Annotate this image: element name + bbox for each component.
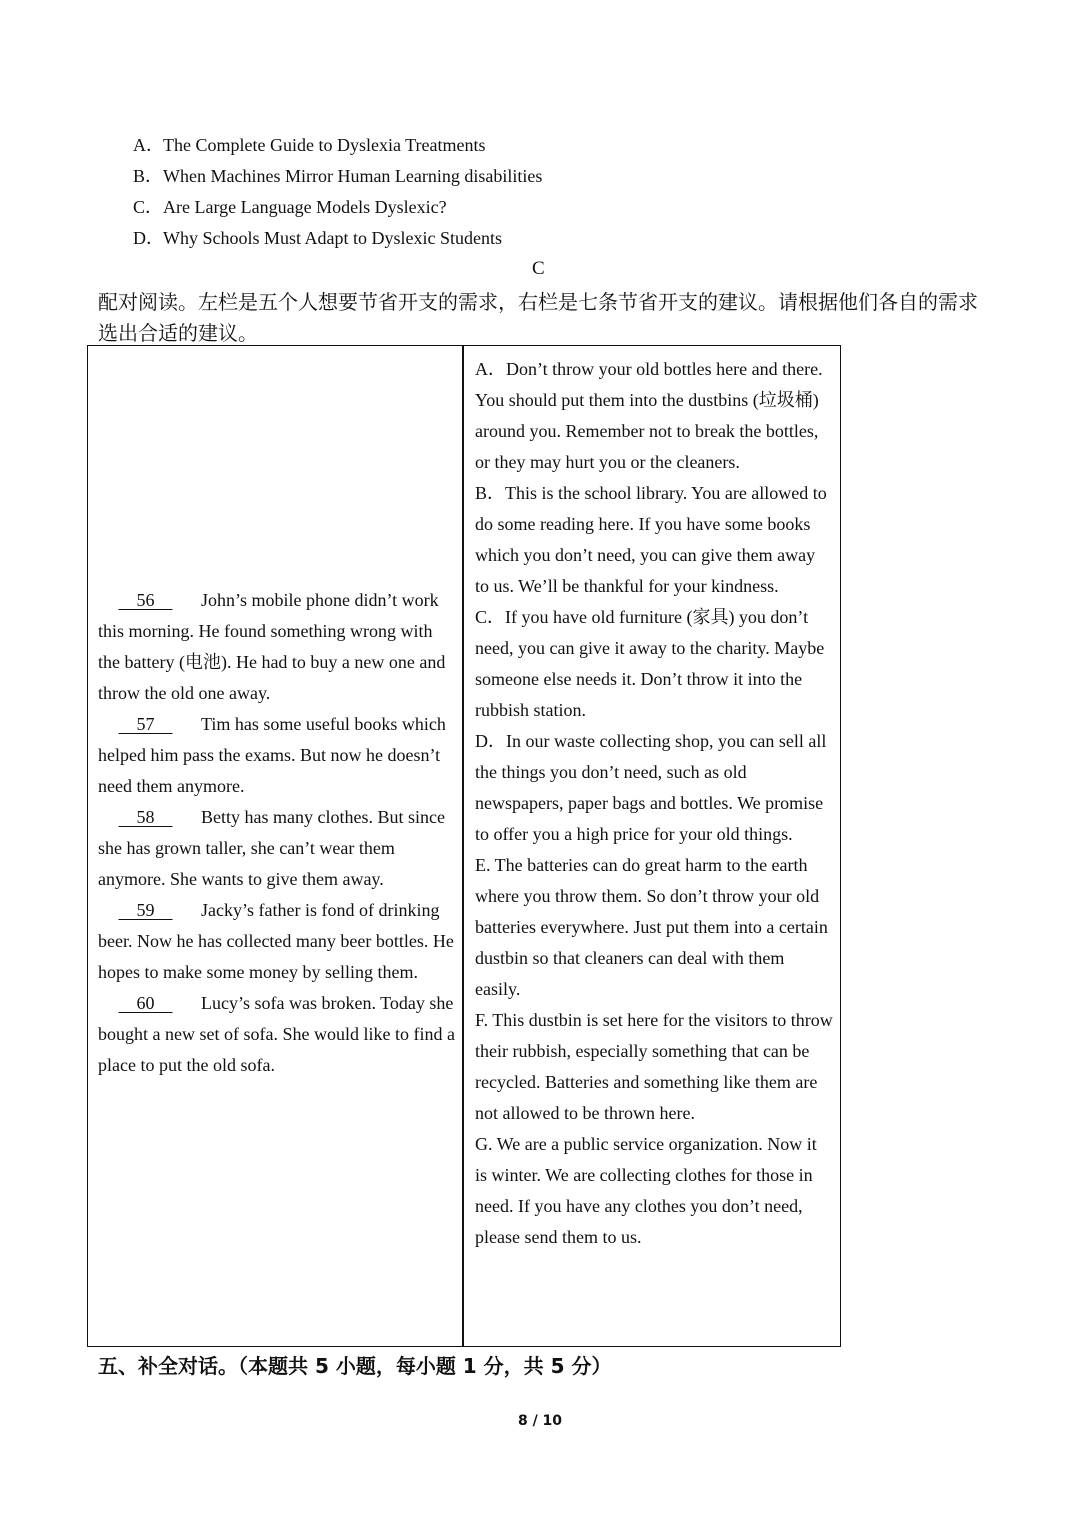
- section-c-instructions: 配对阅读。左栏是五个人想要节省开支的需求，右栏是七条节省开支的建议。请根据他们各自的需求选出合适的建议。: [98, 290, 978, 345]
- option-letter: C．: [133, 197, 164, 217]
- question-text: Betty has many clothes. But since she has grown taller, she can’t wear them anymore. She wants to give them away.: [98, 807, 445, 889]
- suggestion-a: A．Don’t throw your old bottles here and there. You should put them into the dustbins (垃圾桶) around you. Remember not to break the bottles, or they may hurt you or the cleaners.: [475, 359, 823, 472]
- option-letter: D．: [133, 228, 164, 248]
- question-57: [98, 709, 458, 802]
- question-text: John’s mobile phone didn’t work this morning. He found something wrong with the battery (电池). He had to buy a new one and throw the old one away.: [98, 590, 446, 703]
- suggestion-g: G. We are a public service organization. Now it is winter. We are collecting clothes for those in need. If you have any clothes you don’t need, please send them to us.: [475, 1134, 817, 1247]
- answer-blank[interactable]: 57: [136, 714, 155, 734]
- option-letter: B．: [133, 166, 164, 186]
- question-59: [98, 895, 458, 988]
- suggestion-c: C．If you have old furniture (家具) you don’t need, you can give it away to the charity. Maybe someone else needs it. Don’t throw it into the rubbish station.: [475, 607, 825, 720]
- option-letter: A．: [133, 135, 164, 155]
- page-number: 8 / 10: [517, 1413, 563, 1429]
- section-c-heading: C: [532, 258, 545, 279]
- answer-blank[interactable]: 56: [136, 590, 155, 610]
- suggestions-column: [475, 354, 833, 1253]
- suggestion-b: B．This is the school library. You are allowed to do some reading here. If you have some books which you don’t need, you can give them away to us. We’ll be thankful for your kindness.: [475, 483, 827, 596]
- option-text: Why Schools Must Adapt to Dyslexic Students: [163, 228, 502, 248]
- suggestion-d: D．In our waste collecting shop, you can sell all the things you don’t need, such as old newspapers, paper bags and bottles. We promise to offer you a high price for your old things.: [475, 731, 827, 844]
- suggestion-f: F. This dustbin is set here for the visitors to throw their rubbish, especially something that can be recycled. Batteries and something like them are not allowed to be thrown here.: [475, 1010, 833, 1123]
- suggestion-e: E. The batteries can do great harm to the earth where you throw them. So don’t throw your old batteries everywhere. Just put them into a certain dustbin so that cleaners can deal with them easily.: [475, 855, 828, 999]
- question-58: [98, 802, 458, 895]
- column-divider: [462, 345, 464, 1347]
- question-text: Tim has some useful books which helped him pass the exams. But now he doesn’t need them anymore.: [98, 714, 446, 796]
- option-text: The Complete Guide to Dyslexia Treatments: [163, 135, 486, 155]
- option-text: Are Large Language Models Dyslexic?: [163, 197, 447, 217]
- section-five-heading: 五、补全对话。（本题共 5 小题，每小题 1 分，共 5 分）: [98, 1354, 612, 1378]
- question-60: [98, 988, 458, 1081]
- question-56: [98, 585, 458, 709]
- answer-blank[interactable]: 60: [136, 993, 155, 1013]
- answer-blank[interactable]: 59: [136, 900, 155, 920]
- option-text: When Machines Mirror Human Learning disabilities: [163, 166, 543, 186]
- option-c: [133, 197, 447, 217]
- option-a: [133, 135, 485, 155]
- option-d: [133, 228, 502, 248]
- questions-column: [98, 585, 458, 1081]
- question-text: Lucy’s sofa was broken. Today she bought a new set of sofa. She would like to find a place to put the old sofa.: [98, 993, 455, 1075]
- question-text: Jacky’s father is fond of drinking beer. Now he has collected many beer bottles. He hopes to make some money by selling them.: [98, 900, 454, 982]
- option-b: [133, 166, 542, 186]
- answer-blank[interactable]: 58: [136, 807, 155, 827]
